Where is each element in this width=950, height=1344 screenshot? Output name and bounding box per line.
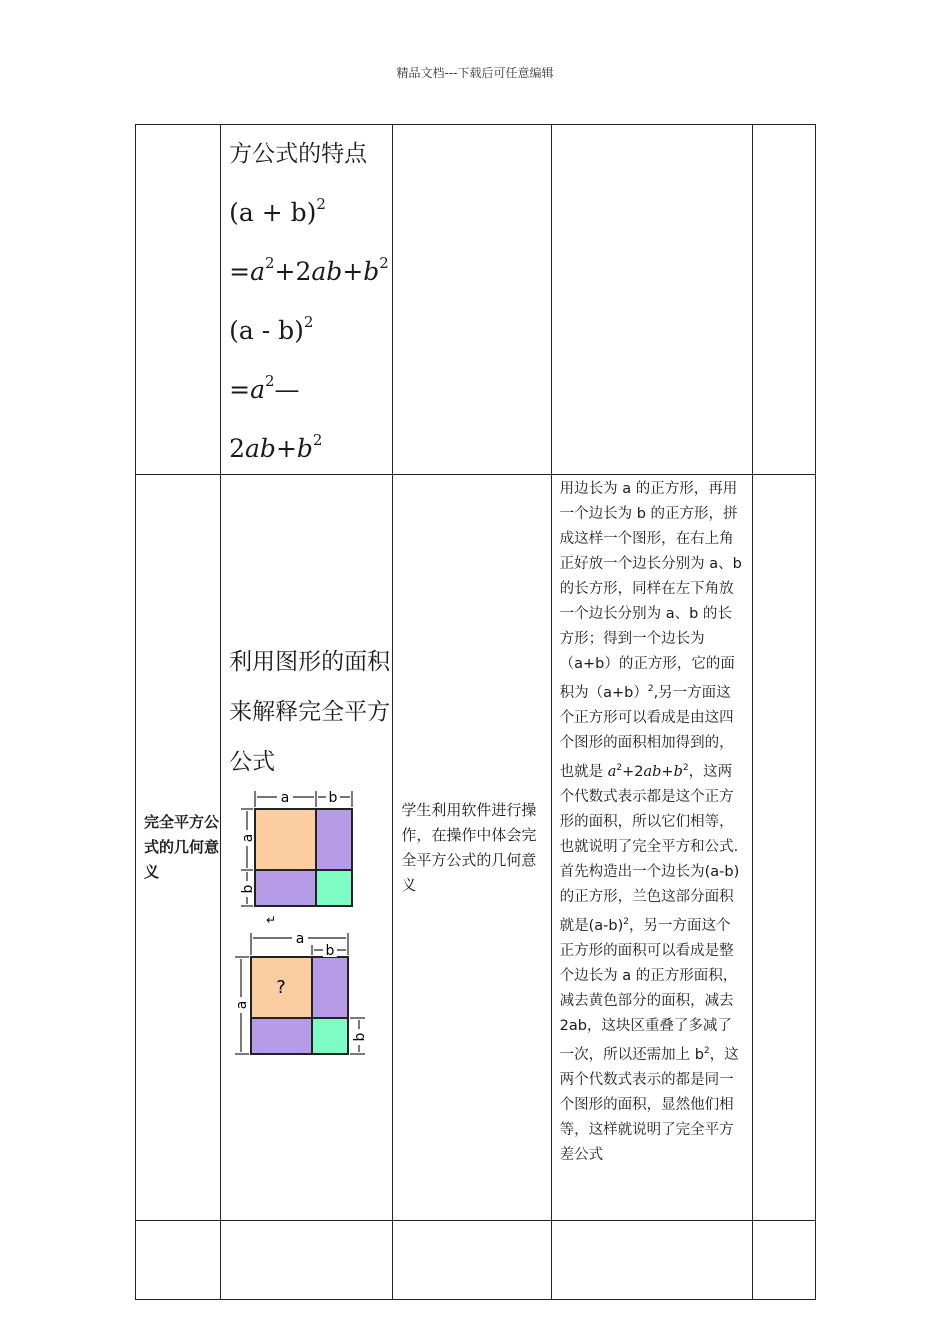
- page-header: 精品文档---下载后可任意编辑: [396, 66, 554, 80]
- explanation-text: 用边长为 a 的正方形，再用一个边长为 b 的正方形，拼成这样一个图形，在右上角正好放一个边长分别为 a、b 的长方形，同样在左下角放一个边长分别为 a、b 的长方形；得到一个边长为（a+b）的正方形，它的面积为$(a+b)^2$,另一方面这个正方形可以看成是由这四个图形的面积相加得到的，也就是 $a^2+2ab+b^2$，这两个代数式表示都是这个正方形的面积，所以它们相等，也就说明了完全平方和公式. 首先构造出一个边长为(a-b)的正方形，兰色这部分面积就是$(a-b)^2$，另一方面这个正方形的面积可以看成是整个边长为 a 的正方形面积，减去黄色部分的面积，减去 2ab，这块区重叠了多减了一次，所以还需加上 $b^2$，这两个代数式表示的都是同一个图形的面积，显然他们相等，这样就说明了完全平方差公式: [559, 481, 742, 1163]
- a-square: [255, 809, 316, 870]
- dim-label-b: b: [325, 942, 335, 959]
- formula-sum: $(a + b)^2$: [229, 195, 326, 227]
- ab-rectangle-bottom: [251, 1018, 312, 1054]
- formula-sum-expansion: $=a^2+2ab+b^2$: [229, 254, 389, 286]
- formula-diff: (a - b)$^2$: [229, 313, 314, 345]
- ab-rectangle-bottom: [255, 870, 316, 906]
- figure-sum-square: [240, 789, 352, 927]
- formula-block: [221, 125, 392, 474]
- table-cell: [752, 1221, 815, 1300]
- dim-label-b: b: [328, 789, 338, 806]
- geometry-figures: [221, 787, 391, 1055]
- dim-label-a: a: [280, 789, 290, 806]
- b-square: [316, 870, 352, 906]
- explanation-cell: [551, 475, 752, 1221]
- table-cell: [393, 125, 551, 475]
- ab-rectangle-top: [312, 957, 348, 1018]
- section-heading: 利用图形的面积来解释完全平方公式: [229, 648, 391, 775]
- table-row: [136, 475, 816, 1221]
- dim-label-a: a: [234, 1000, 251, 1009]
- table-cell: [136, 1221, 221, 1300]
- dim-label-a: a: [240, 833, 257, 842]
- row-label-cell: [136, 475, 221, 1221]
- b-square: [312, 1018, 348, 1054]
- table-cell: [393, 1221, 551, 1300]
- activity-cell: [393, 475, 551, 1221]
- lesson-table: [135, 124, 816, 1300]
- formula-title: 方公式的特点: [229, 141, 368, 167]
- row-label: 完全平方公式的几何意义: [144, 813, 220, 881]
- formula-cell: [221, 125, 393, 475]
- dim-label-b: b: [352, 1032, 369, 1041]
- dim-label-b: b: [240, 884, 257, 893]
- paragraph-mark: ↵: [266, 912, 277, 927]
- table-row: [136, 125, 816, 475]
- table-cell: [752, 475, 815, 1221]
- table-cell: [136, 125, 221, 475]
- unknown-area-mark: ?: [276, 976, 286, 998]
- formula-diff-expansion: $=a^2—2ab+b^2$: [229, 372, 323, 463]
- dim-label-a: a: [295, 930, 305, 947]
- table-cell: [551, 1221, 752, 1300]
- student-activity: 学生利用软件进行操作，在操作中体会完全平方公式的几何意义: [401, 800, 537, 894]
- table-cell: [221, 1221, 393, 1300]
- table-cell: [752, 125, 815, 475]
- figure-diff-square: [234, 930, 368, 1054]
- table-row: [136, 1221, 816, 1300]
- figure-cell: [221, 475, 393, 1221]
- table-cell: [551, 125, 752, 475]
- ab-rectangle-top: [316, 809, 352, 870]
